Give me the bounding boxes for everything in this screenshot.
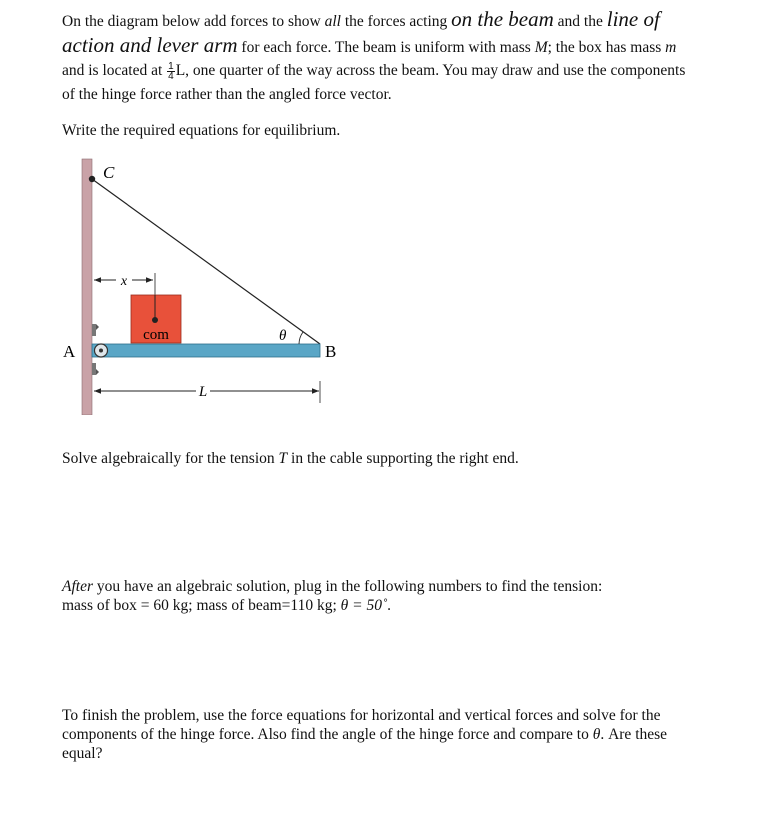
theta-label: θ [279, 328, 287, 344]
problem-intro: On the diagram below add forces to show all the forces acting on the beam and the line of action and lever arm for each force. The beam is uniform with mass M; the box has mass m and is located at $\frac{1}{4}$ L, one quarter of the way across the beam. You may draw and use the components of the hinge force rather than the angled force vector. [62, 7, 686, 103]
beam-diagram [50, 155, 350, 415]
write-equations-text: Write the required equations for equilibrium. [62, 122, 341, 139]
plug-in-numbers-text: After you have an algebraic solution, plug in the following numbers to find the tension: mass of box = 60 kg; mass of beam=110 kg; θ = 50˚. [62, 578, 603, 614]
hinge-force-text: To finish the problem, use the force equations for horizontal and vertical forces and solve for the components of the hinge force. Also find the angle of the hinge force and compare to θ. Are these equal? [62, 707, 668, 762]
label-b: B [325, 342, 337, 361]
label-c: C [103, 163, 115, 182]
l-label: L [198, 384, 208, 400]
quarter-fraction: $\frac{1}{4}$ [168, 60, 174, 82]
hinge-bracket-bottom [92, 363, 96, 375]
x-arrowhead-right [146, 277, 153, 282]
x-arrowhead-left [94, 277, 101, 282]
x-label: x [120, 274, 128, 289]
beam [92, 344, 320, 357]
l-arrowhead-right [312, 388, 319, 393]
hinge-bracket-top-tip [96, 324, 99, 330]
wall [82, 159, 92, 415]
hinge-bracket-bottom-tip [96, 369, 99, 375]
l-arrowhead-left [94, 388, 101, 393]
label-a: A [63, 342, 76, 361]
box-com-dot [152, 317, 158, 323]
hinge-pin-center [99, 349, 103, 353]
emphasis-line-of-action: line of action and lever arm [62, 7, 660, 57]
com-label: com [143, 327, 169, 343]
emphasis-all: all [324, 13, 341, 30]
cable [92, 179, 320, 344]
hinge-bracket-top [92, 324, 96, 336]
theta-arc [299, 332, 303, 344]
solve-tension-text: Solve algebraically for the tension T in the cable supporting the right end. [62, 450, 519, 467]
emphasis-on-beam: on the beam [451, 7, 554, 31]
